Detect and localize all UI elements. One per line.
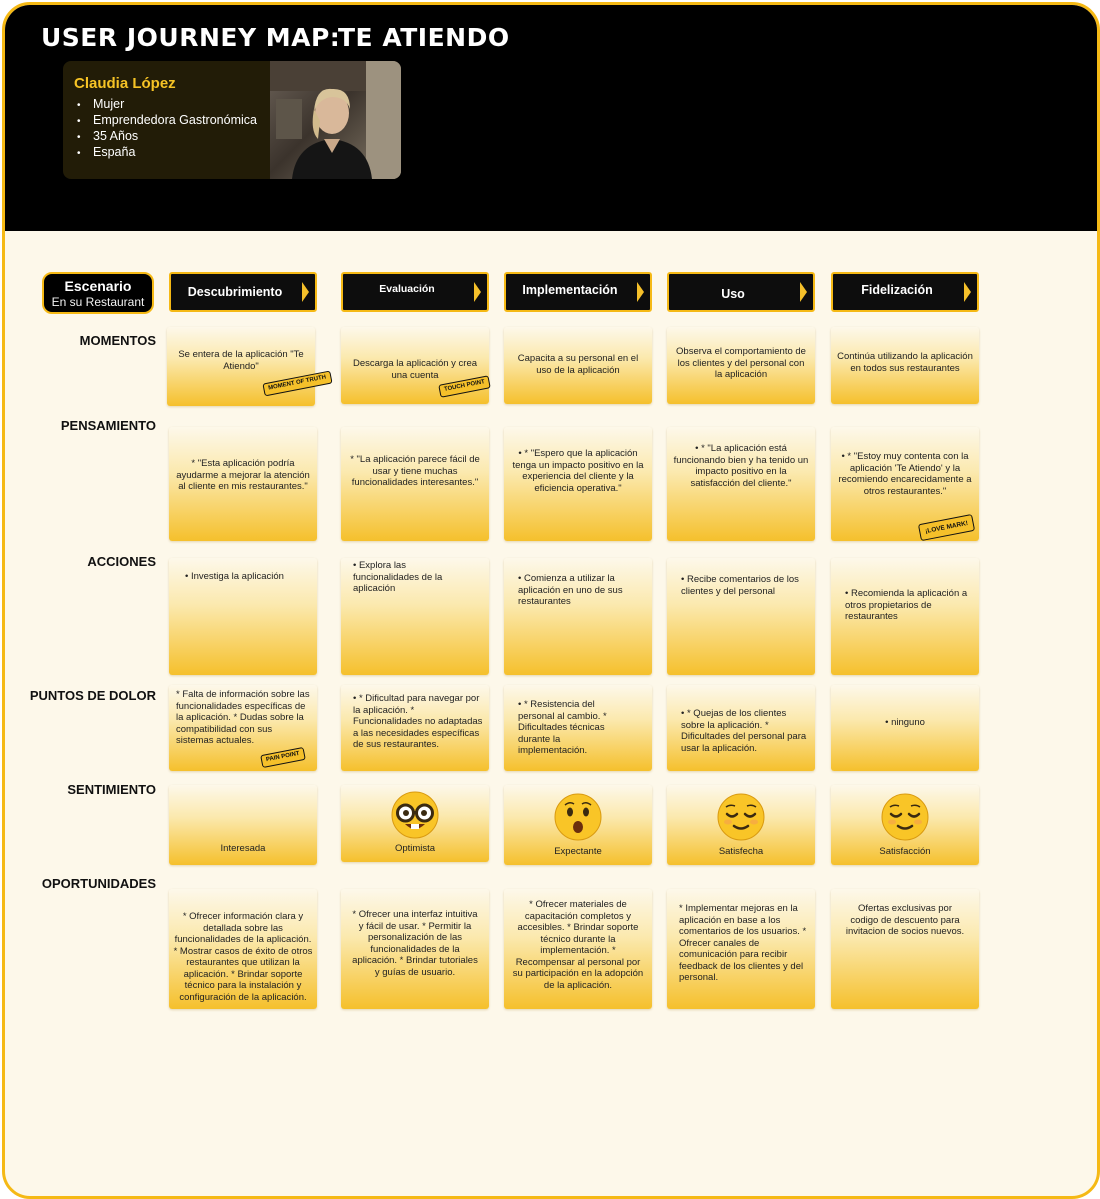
touch-point-stamp: TOUCH POINT — [438, 375, 491, 398]
punto-de-dolor-text: • * Quejas de los clientes sobre la aplicación. * Dificultades del personal para usar la aplicación. — [681, 708, 807, 754]
pensamiento-text: • * "La aplicación está funcionando bien y ha tenido un impacto positivo en la satisfacción del cliente." — [673, 443, 809, 489]
moment-of-truth-stamp: MOMENT OF TRUTH — [262, 371, 332, 397]
accion-card — [667, 558, 815, 675]
pensamiento-card — [504, 427, 652, 541]
punto-de-dolor-text: * Falta de información sobre las funcionalidades específicas de la aplicación. * Dudas sobre la compatibilidad con sus sistemas actuales. — [176, 689, 310, 746]
stage-label: Uso — [721, 287, 745, 301]
accion-text: • Explora las funcionalidades de la aplicación — [353, 560, 443, 594]
scenario-label — [42, 272, 154, 314]
accion-text: • Recomienda la aplicación a otros propietarios de restaurantes — [845, 588, 968, 622]
persona-photo — [270, 61, 401, 179]
accion-card — [169, 558, 317, 675]
momento-card — [167, 327, 327, 406]
sentimiento-card — [831, 785, 979, 865]
accion-card — [504, 558, 652, 675]
momento-text: Observa el comportamiento de los clientes y del personal con la aplicación — [676, 346, 806, 380]
momento-card — [667, 327, 815, 404]
persona-card — [63, 61, 401, 179]
relieved-face-icon — [880, 792, 930, 842]
oportunidad-card — [831, 889, 979, 1009]
sentimiento-card — [667, 785, 815, 865]
pensamiento-text: • * "Estoy muy contenta con la aplicación 'Te Atiendo' y la recomiendo encarecidamente a otros restaurantes." — [838, 451, 972, 497]
stage-evaluacion — [341, 272, 489, 312]
relieved-face-icon — [716, 792, 766, 842]
sentimiento-card — [341, 785, 489, 862]
accion-text: • Comienza a utilizar la aplicación en uno de sus restaurantes — [518, 573, 623, 607]
punto-de-dolor-card — [831, 685, 979, 771]
sentimiento-card — [169, 785, 317, 865]
momento-card — [504, 327, 652, 404]
oportunidad-text: Ofertas exclusivas por codigo de descuento para invitacion de socios nuevos. — [845, 903, 965, 937]
pain-point-stamp: PAIN POINT — [260, 747, 306, 768]
journey-map-frame — [2, 2, 1100, 1199]
sentimiento-text: Interesada — [220, 843, 266, 854]
row-label-oportunidades: OPORTUNIDADES — [41, 876, 156, 891]
momento-text: Capacita a su personal en el uso de la aplicación — [517, 353, 639, 376]
row-label-pensamiento: PENSAMIENTO — [60, 418, 156, 433]
oportunidad-text: * Ofrecer información clara y detallada sobre las funcionalidades de la aplicación. * Mostrar casos de éxito de otros restaurantes que utilizan la aplicación. * Brindar soporte técnico para la instalación y configuración de la aplicación. — [173, 911, 313, 1003]
pensamiento-card — [831, 427, 979, 541]
oportunidad-card — [169, 889, 317, 1009]
pensamiento-card — [169, 427, 317, 541]
persona-country: • España — [77, 145, 257, 161]
accion-text: • Investiga la aplicación — [185, 571, 284, 582]
love-mark-stamp: ¡LOVE MARK! — [918, 514, 976, 541]
sentimiento-card — [504, 785, 652, 865]
pensamiento-card — [667, 427, 815, 541]
momento-text: Continúa utilizando la aplicación en todos sus restaurantes — [837, 351, 973, 374]
oportunidad-text: * Implementar mejoras en la aplicación en base a los comentarios de los usuarios. * Ofrecer canales de comunicación para recibir feedback de los clientes y del personal. — [679, 903, 807, 983]
pensamiento-text: * "Esta aplicación podría ayudarme a mejorar la atención al cliente en mis restaurantes." — [176, 458, 310, 492]
accion-text: • Recibe comentarios de los clientes y del personal — [681, 574, 799, 597]
persona-gender: • Mujer — [77, 97, 257, 113]
punto-de-dolor-text: • * Dificultad para navegar por la aplicación. * Funcionalidades no adaptadas a las necesidades específicas de sus restaurantes. — [353, 693, 483, 750]
stage-uso — [667, 272, 815, 312]
oportunidad-card — [504, 889, 652, 1009]
stage-label: Evaluación — [379, 283, 435, 295]
nerd-face-icon — [390, 790, 440, 840]
chevron-right-icon — [964, 282, 971, 302]
sentimiento-text: Expectante — [554, 846, 602, 857]
row-label-acciones: ACCIONES — [87, 554, 156, 569]
persona-age: • 35 Años — [77, 129, 257, 145]
stage-descubrimiento — [169, 272, 317, 312]
accion-card — [831, 558, 979, 675]
chevron-right-icon — [800, 282, 807, 302]
persona-occupation: • Emprendedora Gastronómica — [77, 113, 257, 129]
punto-de-dolor-card — [169, 685, 317, 771]
pensamiento-card — [341, 427, 489, 541]
row-label-puntos-de-dolor: PUNTOS DE DOLOR — [29, 688, 156, 703]
sentimiento-text: Optimista — [394, 843, 436, 854]
punto-de-dolor-text: • ninguno — [885, 717, 925, 728]
app-name: TE ATIENDO — [338, 23, 510, 52]
pensamiento-text: • * "Espero que la aplicación tenga un impacto positivo en la experiencia del cliente y la eficiencia operativa." — [512, 448, 644, 494]
row-label-momentos: MOMENTOS — [79, 333, 156, 348]
punto-de-dolor-card — [667, 685, 815, 771]
row-label-sentimiento: SENTIMIENTO — [67, 782, 156, 797]
chevron-right-icon — [302, 282, 309, 302]
stage-label: Fidelización — [861, 283, 933, 297]
chevron-right-icon — [637, 282, 644, 302]
persona-name: Claudia López — [74, 75, 176, 92]
oportunidad-text: * Ofrecer una interfaz intuitiva y fácil de usar. * Permitir la personalización de las funcionalidades de la aplicación. * Brindar tutoriales y guías de usuario. — [352, 909, 478, 978]
pensamiento-text: * "La aplicación parece fácil de usar y tiene muchas funcionalidades interesantes." — [350, 454, 480, 488]
momento-card — [831, 327, 979, 404]
punto-de-dolor-card — [504, 685, 652, 771]
scenario-subtitle: En su Restaurant — [51, 295, 145, 309]
punto-de-dolor-card — [341, 685, 489, 771]
header — [5, 5, 1097, 231]
stage-label: Descubrimiento — [187, 285, 283, 299]
stage-label: Implementación — [522, 283, 618, 297]
punto-de-dolor-text: • * Resistencia del personal al cambio. * Dificultades técnicas durante la implementación. — [518, 699, 607, 756]
chevron-right-icon — [474, 282, 481, 302]
momento-text: Descarga la aplicación y crea una cuenta — [352, 358, 478, 381]
stage-fidelizacion — [831, 272, 979, 312]
hushed-face-icon — [553, 792, 603, 842]
page-title: USER JOURNEY MAP: — [41, 23, 341, 52]
persona-details — [77, 97, 257, 161]
sentimiento-text: Satisfacción — [879, 846, 931, 857]
oportunidad-card — [341, 889, 489, 1009]
stage-implementacion — [504, 272, 652, 312]
sentimiento-text: Satisfecha — [718, 846, 764, 857]
oportunidad-text: * Ofrecer materiales de capacitación completos y accesibles. * Brindar soporte técnico durante la implementación. * Recompensar al personal por su participación en la adopción de la aplicación. — [512, 899, 644, 991]
scenario-title: Escenario — [64, 278, 132, 294]
momento-text: Se entera de la aplicación "Te Atiendo" — [178, 349, 304, 372]
momento-card — [341, 327, 489, 404]
oportunidad-card — [667, 889, 815, 1009]
accion-card — [341, 558, 489, 675]
